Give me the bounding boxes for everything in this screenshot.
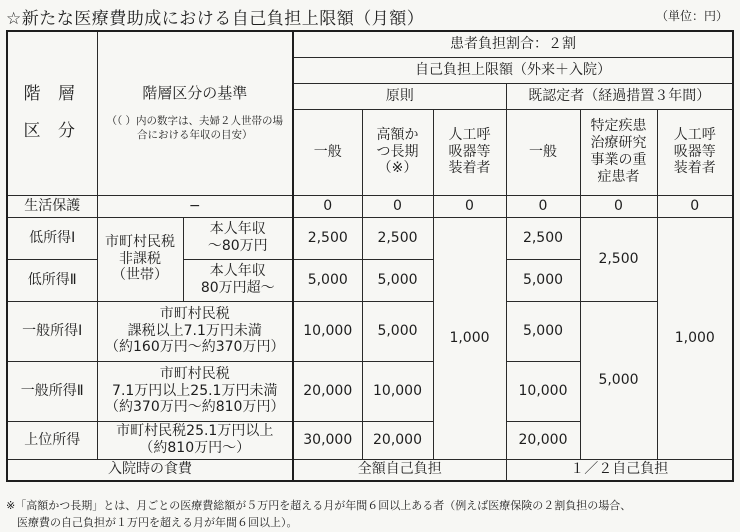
- header-kubun: [7, 31, 97, 195]
- header-e-severe: 特定疾患治療研究事業の重症患者: [580, 109, 657, 195]
- row-welfare-e-vent: 0: [657, 195, 733, 217]
- row-top-p-general: 30,000: [293, 421, 362, 459]
- row-low1-e-general: 2,500: [506, 217, 580, 259]
- header-existing: 既認定者（経過措置３年間）: [506, 83, 733, 109]
- row-gen1-p-high: 5,000: [362, 301, 433, 361]
- row-low2-e-general: 5,000: [506, 259, 580, 301]
- row-welfare-label: 生活保護: [7, 195, 97, 217]
- unit-label: （単位：円）: [655, 9, 728, 23]
- row-top-p-high: 20,000: [362, 421, 433, 459]
- cell-e-vent-merged: 1,000: [657, 217, 733, 459]
- row-welfare-criteria: −: [97, 195, 293, 217]
- page-title: ☆新たな医療費助成における自己負担上限額（月額）: [6, 9, 425, 29]
- row-welfare-e-severe: 0: [580, 195, 657, 217]
- header-p-high: 高額かつ長期（※）: [362, 109, 433, 195]
- header-basis: [97, 31, 293, 195]
- row-gen2-criteria: 市町村民税 7.1万円以上25.1万円未満 （約370万円～約810万円）: [97, 361, 293, 421]
- row-low1-label: 低所得Ⅰ: [7, 217, 97, 259]
- row-low2-p-general: 5,000: [293, 259, 362, 301]
- row-meal-existing: １／２自己負担: [506, 459, 733, 481]
- header-principle: 原則: [293, 83, 506, 109]
- row-gen1-p-general: 10,000: [293, 301, 362, 361]
- cell-e-severe-merged: 5,000: [580, 301, 657, 459]
- header-basis-title: 階層区分の基準: [142, 84, 248, 103]
- row-top-label: 上位所得: [7, 421, 97, 459]
- row-low2-sub: 本人年収 80万円超～: [183, 259, 293, 301]
- footnote-line1: ※「高額かつ長期」とは、月ごとの医療費総額が５万円を超える月が年間６回以上ある者（例えば医療保険の２割負担の場合、: [6, 499, 632, 512]
- footnote-line2: 医療費の自己負担が１万円を超える月が年間６回以上）。: [6, 516, 298, 529]
- footnote: [6, 497, 736, 531]
- header-basis-note: （（ ）内の数字は、夫婦２人世帯の場合における年収の目安）: [106, 115, 284, 142]
- cell-low-e-severe: 2,500: [580, 217, 657, 301]
- row-low1-sub: 本人年収 ～80万円: [183, 217, 293, 259]
- row-welfare-p-vent: 0: [433, 195, 506, 217]
- row-low1-p-general: 2,500: [293, 217, 362, 259]
- row-gen1-label: 一般所得Ⅰ: [7, 301, 97, 361]
- copay-limit-table: [6, 30, 734, 482]
- cell-p-vent-merged: 1,000: [433, 217, 506, 459]
- row-meal-principle: 全額自己負担: [293, 459, 506, 481]
- header-ratio: 患者負担割合：２割: [293, 31, 733, 57]
- row-low2-label: 低所得Ⅱ: [7, 259, 97, 301]
- row-gen1-criteria: 市町村民税 課税以上7.1万円未満 （約160万円～約370万円）: [97, 301, 293, 361]
- header-kubun-line1: 階 層: [23, 83, 81, 104]
- row-meal-label: 入院時の食費: [7, 459, 293, 481]
- header-p-general: 一般: [293, 109, 362, 195]
- row-gen2-p-high: 10,000: [362, 361, 433, 421]
- row-low2-p-high: 5,000: [362, 259, 433, 301]
- header-e-general: 一般: [506, 109, 580, 195]
- row-gen1-e-general: 5,000: [506, 301, 580, 361]
- row-gen2-label: 一般所得Ⅱ: [7, 361, 97, 421]
- row-welfare-e-general: 0: [506, 195, 580, 217]
- row-welfare-p-high: 0: [362, 195, 433, 217]
- header-p-ventilator: 人工呼吸器等装着者: [433, 109, 506, 195]
- row-gen2-e-general: 10,000: [506, 361, 580, 421]
- header-limit: 自己負担上限額（外来＋入院）: [293, 57, 733, 83]
- row-low-nontax: 市町村民税 非課税 （世帯）: [97, 217, 183, 301]
- row-top-e-general: 20,000: [506, 421, 580, 459]
- header-e-ventilator: 人工呼吸器等装着者: [657, 109, 733, 195]
- row-gen2-p-general: 20,000: [293, 361, 362, 421]
- row-top-criteria: 市町村民税25.1万円以上 （約810万円～）: [97, 421, 293, 459]
- row-low1-p-high: 2,500: [362, 217, 433, 259]
- header-kubun-line2: 区 分: [23, 121, 81, 142]
- row-welfare-p-general: 0: [293, 195, 362, 217]
